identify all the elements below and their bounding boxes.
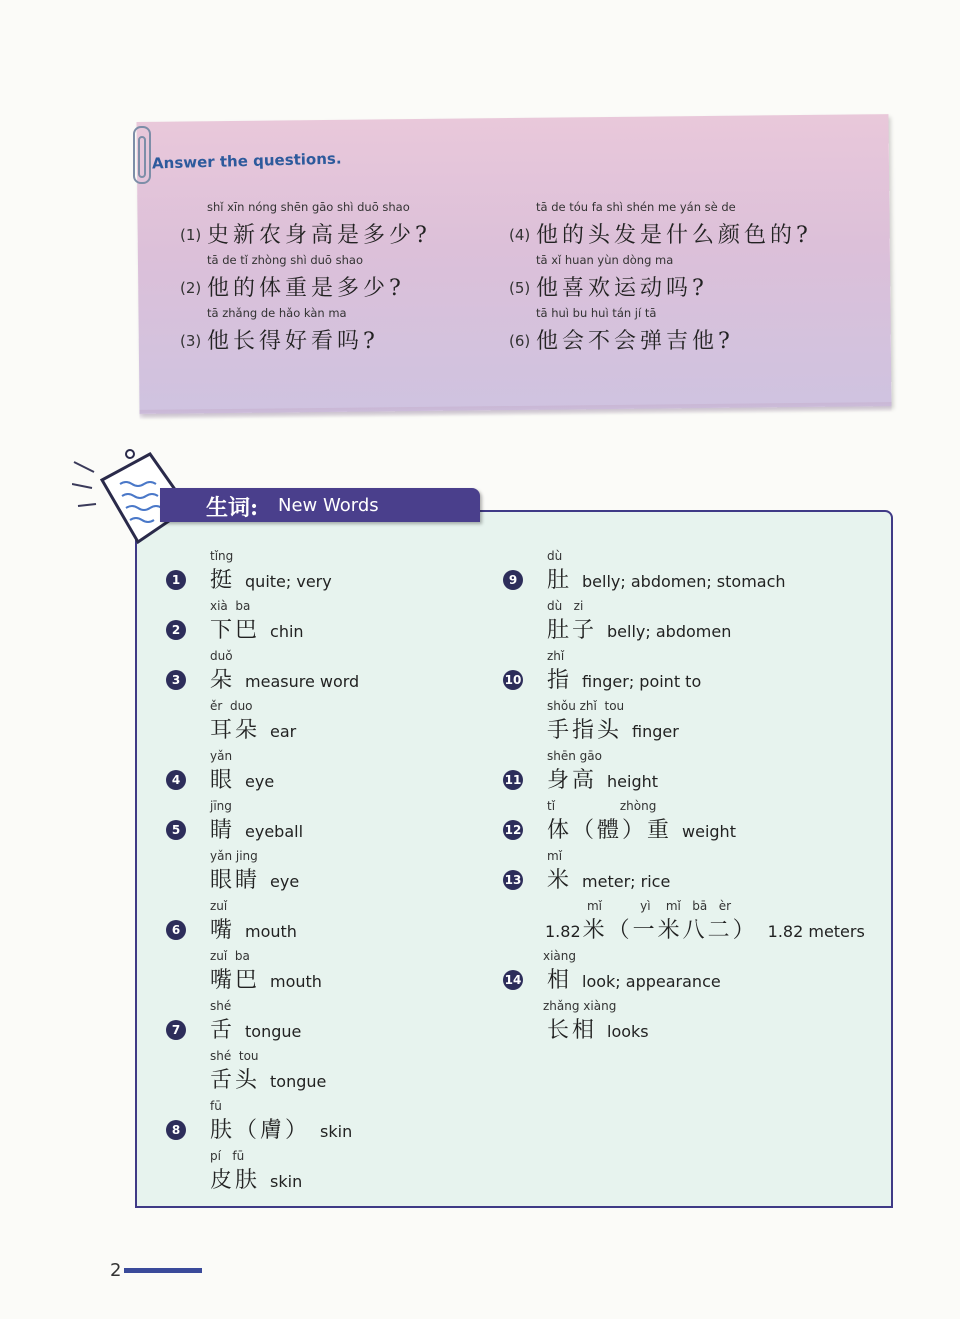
word-pinyin: shēn gāo [547,749,602,763]
word-gloss: 1.82 meters [767,922,865,941]
word-pinyin: zuǐ ba [210,949,250,963]
word-number-badge: 4 [166,770,186,790]
word-hanzi: 睛 [210,818,236,843]
answer-title: Answer the questions. [151,149,342,173]
word-gloss: looks [607,1022,649,1041]
word-hanzi: 眼 [210,768,236,793]
word-number-badge: 12 [503,820,523,840]
word-number-badge: 10 [503,670,523,690]
word-pinyin: shé tou [210,1049,259,1063]
question-number: (5) [509,279,531,297]
word-pinyin: dù zi [547,599,584,613]
word-gloss: height [607,772,659,791]
question-number: (4) [509,226,531,244]
word-pinyin: xià ba [210,599,251,613]
word-hanzi: 皮肤 [210,1168,261,1193]
word-hanzi: 肚 [547,568,573,593]
word-hanzi: 嘴巴 [210,968,261,993]
word-gloss: belly; abdomen; stomach [582,572,786,591]
question-number: (6) [509,332,531,350]
question-pinyin: tā xǐ huan yùn dòng ma [536,253,674,267]
word-hanzi: 长相 [547,1018,598,1043]
word-gloss: ear [270,722,297,741]
word-hanzi: 手指头 [547,718,623,743]
word-gloss: weight [682,822,736,841]
word-hanzi: 指 [547,668,573,693]
word-number-badge: 3 [166,670,186,690]
new-words-header [160,488,480,522]
word-hanzi: 米（一米八二） [582,918,758,943]
paperclip-icon [133,126,151,184]
question-pinyin: tā de tóu fa shì shén me yán sè de [536,200,736,214]
question-number: (3) [180,332,202,350]
word-gloss: look; appearance [582,972,721,991]
word-hanzi: 挺 [210,568,236,593]
word-gloss: tongue [245,1022,302,1041]
word-pinyin: yǎn [210,749,233,763]
question-text: 他喜欢运动吗? [536,276,708,301]
word-hanzi: 舌头 [210,1068,261,1093]
word-gloss: skin [320,1122,353,1141]
word-gloss: eyeball [245,822,304,841]
question-pinyin: shǐ xīn nóng shēn gāo shì duō shao [207,200,410,214]
word-pinyin: tǐng [210,549,234,563]
word-gloss: finger [632,722,679,741]
word-pinyin: fū [210,1099,222,1113]
word-hanzi: 相 [547,968,573,993]
word-gloss: mouth [245,922,297,941]
word-pinyin: jīng [210,799,232,813]
word-hanzi: 米 [547,868,573,893]
word-hanzi: 眼睛 [210,868,261,893]
word-hanzi: 身高 [547,768,598,793]
word-number-badge: 2 [166,620,186,640]
word-number-badge: 13 [503,870,523,890]
question-text: 他的头发是什么颜色的? [536,223,812,248]
word-hanzi: 嘴 [210,918,236,943]
word-number-badge: 5 [166,820,186,840]
word-gloss: belly; abdomen [607,622,732,641]
word-pinyin: mǐ yì mǐ bā èr [545,899,732,913]
word-pinyin: tǐ zhòng [547,799,657,813]
question-pinyin: tā huì bu huì tán jí tā [536,306,657,320]
word-number-badge: 9 [503,570,523,590]
word-hanzi: 耳朵 [210,718,261,743]
word-pinyin: zhǎng xiàng [543,999,617,1013]
word-gloss: eye [270,872,300,891]
new-words-header-zh: 生词: [206,495,259,521]
word-pinyin: zuǐ [210,899,228,913]
page-number-rule [124,1268,202,1273]
word-gloss: mouth [270,972,322,991]
word-hanzi: 朵 [210,668,236,693]
word-pinyin: dù [547,549,563,563]
question-number: (1) [180,226,202,244]
question-pinyin: tā zhǎng de hǎo kàn ma [207,306,347,320]
word-gloss: tongue [270,1072,327,1091]
word-pinyin: shǒu zhǐ tou [547,699,625,713]
word-hanzi: 体（體）重 [547,818,673,843]
word-prefix: 1.82 [545,922,581,941]
word-number-badge: 1 [166,570,186,590]
word-number-badge: 11 [503,770,523,790]
word-pinyin: ěr duo [210,699,253,713]
page-number: 2 [110,1260,122,1281]
word-gloss: measure word [245,672,360,691]
question-text: 他会不会弹吉他? [536,329,734,354]
question-pinyin: tā de tǐ zhòng shì duō shao [207,253,363,267]
word-number-badge: 14 [503,970,523,990]
word-number-badge: 6 [166,920,186,940]
question-text: 他长得好看吗? [207,329,379,354]
word-pinyin: zhǐ [547,649,565,663]
word-gloss: eye [245,772,275,791]
word-gloss: meter; rice [582,872,671,891]
new-words-header-en: New Words [278,495,379,516]
word-hanzi: 肤（膚） [210,1118,311,1143]
word-pinyin: xiàng [543,949,577,963]
word-number-badge: 8 [166,1120,186,1140]
question-number: (2) [180,279,202,297]
word-hanzi: 下巴 [210,618,261,643]
word-gloss: chin [270,622,304,641]
word-hanzi: 肚子 [547,618,598,643]
word-number-badge: 7 [166,1020,186,1040]
word-pinyin: shé [210,999,232,1013]
word-pinyin: pí fū [210,1149,245,1163]
word-pinyin: duǒ [210,649,233,663]
question-text: 他的体重是多少? [207,276,405,301]
question-text: 史新农身高是多少? [207,223,431,248]
word-pinyin: mǐ [547,849,563,863]
word-pinyin: yǎn jing [210,849,258,863]
word-gloss: quite; very [245,572,332,591]
word-gloss: skin [270,1172,303,1191]
word-gloss: finger; point to [582,672,702,691]
word-hanzi: 舌 [210,1018,236,1043]
